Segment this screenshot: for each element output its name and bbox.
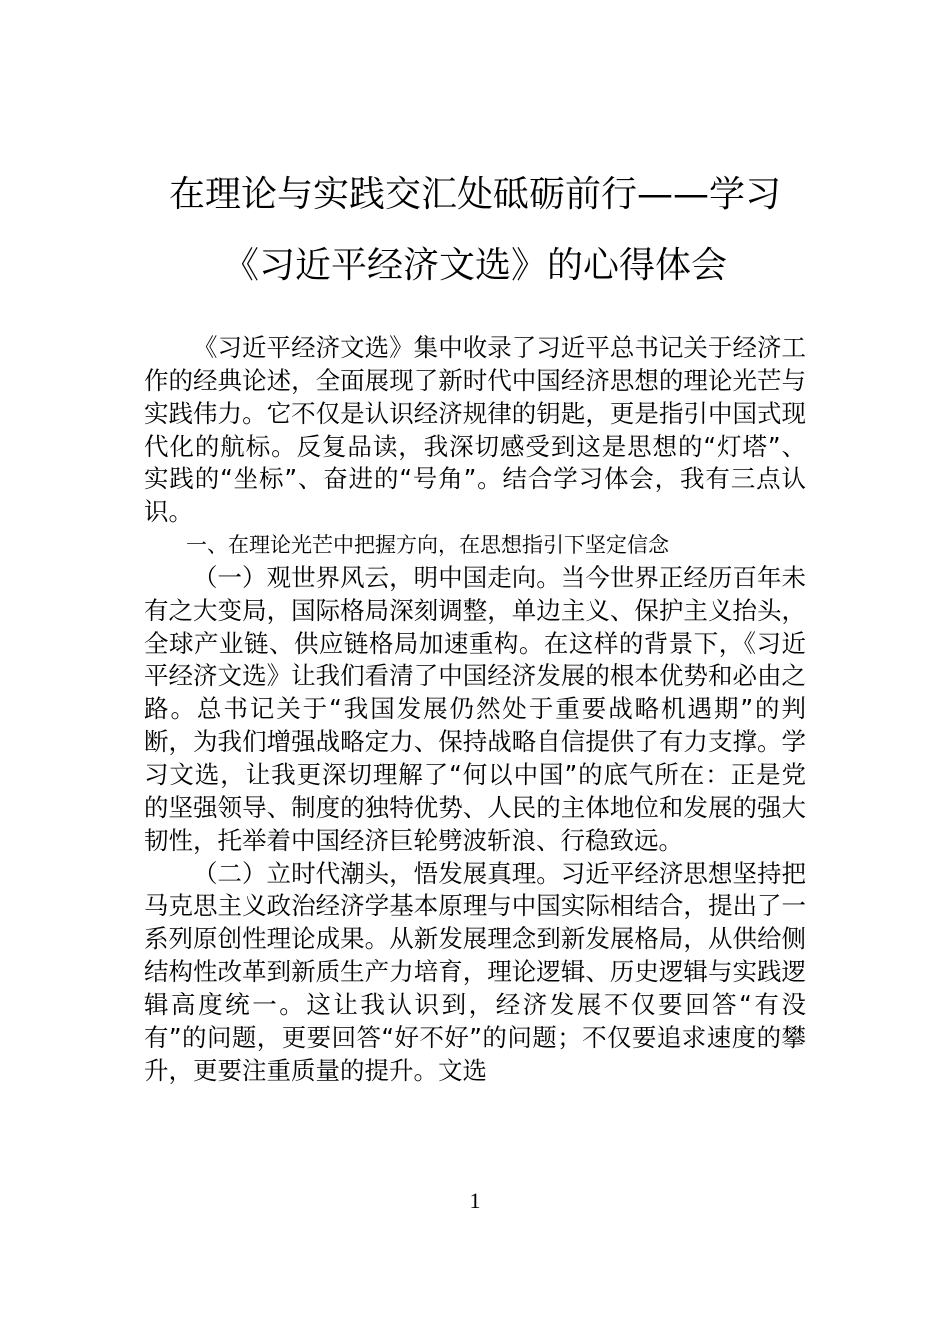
document-body [144, 332, 806, 1087]
page-number: 1 [469, 1188, 481, 1213]
document-title-line-2: 《习近平经济文选》的心得体会 [222, 245, 727, 286]
intro-paragraph: 《习近平经济文选》集中收录了习近平总书记关于经济工作的经典论述，全面展现了新时代中国经济思想的理论光芒与实践伟力。它不仅是认识经济规律的钥匙，更是指引中国式现代化的航标。反复品读，我深切感受到这是思想的“灯塔”、实践的“坐标”、奋进的“号角”。结合学习体会，我有三点认识。 [144, 333, 806, 527]
section-heading-1: 一、在理论光芒中把握方向，在思想指引下坚定信念 [186, 533, 669, 558]
subsection-paragraph-1: （一）观世界风云，明中国走向。当今世界正经历百年未有之大变局，国际格局深刻调整，单边主义、保护主义抬头，全球产业链、供应链格局加速重构。在这样的背景下，《习近平经济文选》让我们看清了中国经济发展的根本优势和必由之路。总书记关于“我国发展仍然处于重要战略机遇期”的判断，为我们增强战略定力、保持战略自信提供了有力支撑。学习文选，让我更深切理解了“何以中国”的底气所在：正是党的坚强领导、制度的独特优势、人民的主体地位和发展的强大韧性，托举着中国经济巨轮劈波斩浪、行稳致远。 [144, 562, 806, 855]
subsection-paragraph-2: （二）立时代潮头，悟发展真理。习近平经济思想坚持把马克思主义政治经济学基本原理与中国实际相结合，提出了一系列原创性理论成果。从新发展理念到新发展格局，从供给侧结构性改革到新质生产力培育，理论逻辑、历史逻辑与实践逻辑高度统一。这让我认识到，经济发展不仅要回答“有没有”的问题，更要回答“好不好”的问题；不仅要追求速度的攀升，更要注重质量的提升。文选 [144, 858, 806, 1085]
document-title-line-1: 在理论与实践交汇处砥砺前行——学习 [168, 174, 781, 215]
